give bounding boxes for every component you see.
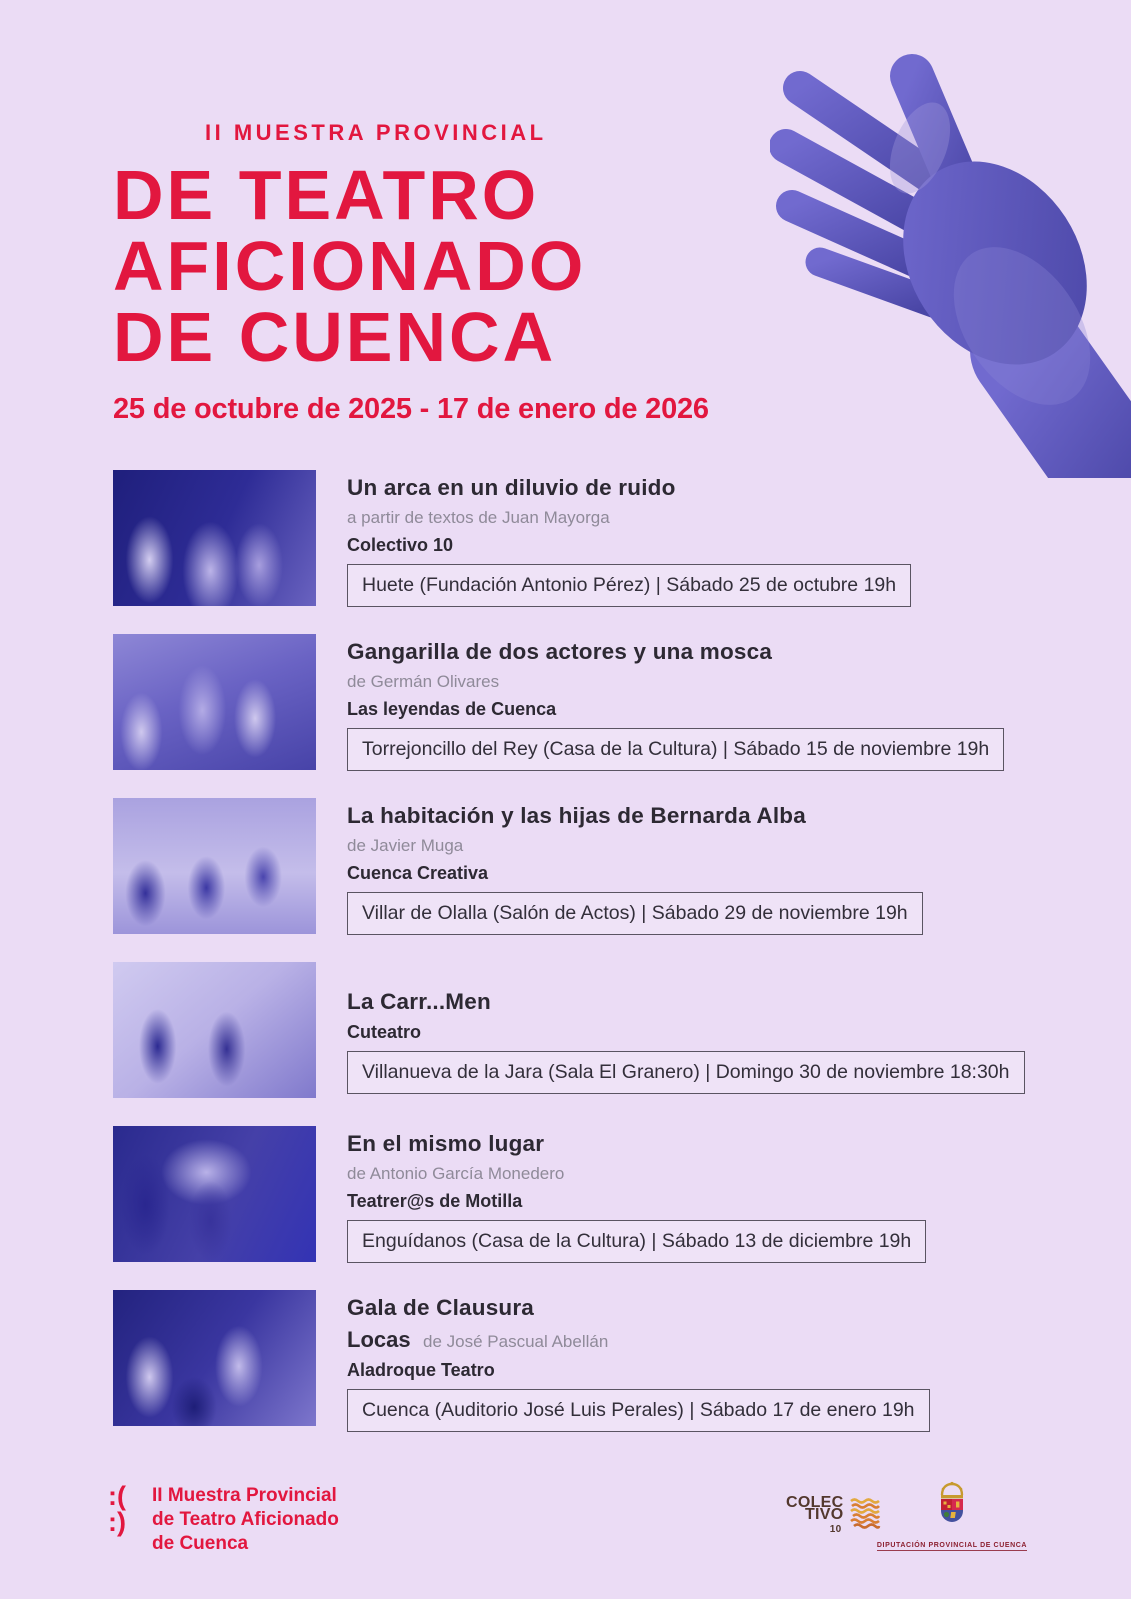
event-thumbnail [113, 1126, 316, 1262]
event-thumbnail [113, 634, 316, 770]
title-line-2: AFICIONADO [113, 227, 587, 305]
colectivo-word-2: TIVO [804, 1506, 844, 1523]
event-venue: Villar de Olalla (Salón de Actos) | Sábado 29 de noviembre 19h [347, 892, 923, 935]
event-row [113, 962, 1073, 1098]
event-company: Cuenca Creativa [347, 863, 489, 883]
event-venue: Villanueva de la Jara (Sala El Granero) | Domingo 30 de noviembre 18:30h [347, 1051, 1025, 1094]
event-title: Gangarilla de dos actores y una mosca [347, 639, 773, 664]
event-row [113, 798, 1073, 934]
event-title: En el mismo lugar [347, 1131, 545, 1156]
kicker: II MUESTRA PROVINCIAL [205, 120, 547, 145]
footer-title-line-1: II Muestra Provincial [152, 1485, 337, 1506]
smiley-happy-icon: :) [108, 1507, 126, 1537]
event-thumbnail [113, 470, 316, 606]
poster-title [113, 156, 709, 376]
event-work-row [347, 1327, 930, 1353]
event-venue: Huete (Fundación Antonio Pérez) | Sábado 25 de octubre 19h [347, 564, 911, 607]
footer-title-line-2: de Teatro Aficionado [152, 1509, 339, 1530]
footer-title [152, 1484, 339, 1556]
event-thumbnail [113, 962, 316, 1098]
event-title: La habitación y las hijas de Bernarda Alba [347, 803, 806, 828]
event-title: Gala de Clausura [347, 1295, 535, 1320]
event-row-gala [113, 1290, 1073, 1426]
event-company: Aladroque Teatro [347, 1360, 495, 1380]
hand-photo [770, 28, 1131, 478]
colectivo-number: 10 [829, 1524, 842, 1535]
event-row [113, 1126, 1073, 1262]
title-line-3: DE CUENCA [113, 298, 557, 376]
event-company: Cuteatro [347, 1022, 422, 1042]
diputacion-logo [872, 1481, 1032, 1552]
event-work-author: de José Pascual Abellán [423, 1332, 609, 1351]
diputacion-caption: DIPUTACIÓN PROVINCIAL DE CUENCA [876, 1542, 1028, 1549]
poster-header [113, 120, 709, 426]
event-author: de Germán Olivares [347, 672, 500, 691]
event-list [113, 470, 1073, 1454]
title-line-1: DE TEATRO [113, 156, 540, 234]
event-thumbnail [113, 798, 316, 934]
smiley-sad-icon: :( [108, 1481, 126, 1511]
event-venue: Torrejoncillo del Rey (Casa de la Cultura) | Sábado 15 de noviembre 19h [347, 728, 1004, 771]
event-row [113, 470, 1073, 606]
date-range: 25 de octubre de 2025 - 17 de enero de 2026 [113, 393, 709, 425]
colectivo-word-1: COLEC [786, 1494, 844, 1511]
event-title: Un arca en un diluvio de ruido [347, 475, 676, 500]
event-company: Colectivo 10 [347, 535, 454, 555]
smiley-logo [108, 1483, 126, 1535]
event-author: de Javier Muga [347, 836, 464, 855]
event-author: a partir de textos de Juan Mayorga [347, 508, 610, 527]
diputacion-crest-icon [930, 1481, 974, 1529]
footer-title-line-3: de Cuenca [152, 1533, 249, 1554]
event-work-title: Locas [347, 1327, 411, 1352]
event-venue: Cuenca (Auditorio José Luis Perales) | Sábado 17 de enero 19h [347, 1389, 930, 1432]
event-venue: Enguídanos (Casa de la Cultura) | Sábado 13 de diciembre 19h [347, 1220, 926, 1263]
event-thumbnail [113, 1290, 316, 1426]
colectivo10-logo [786, 1494, 885, 1536]
event-company: Las leyendas de Cuenca [347, 699, 557, 719]
event-company: Teatrer@s de Motilla [347, 1191, 523, 1211]
event-title: La Carr...Men [347, 989, 491, 1014]
event-row [113, 634, 1073, 770]
event-author: de Antonio García Monedero [347, 1164, 565, 1183]
